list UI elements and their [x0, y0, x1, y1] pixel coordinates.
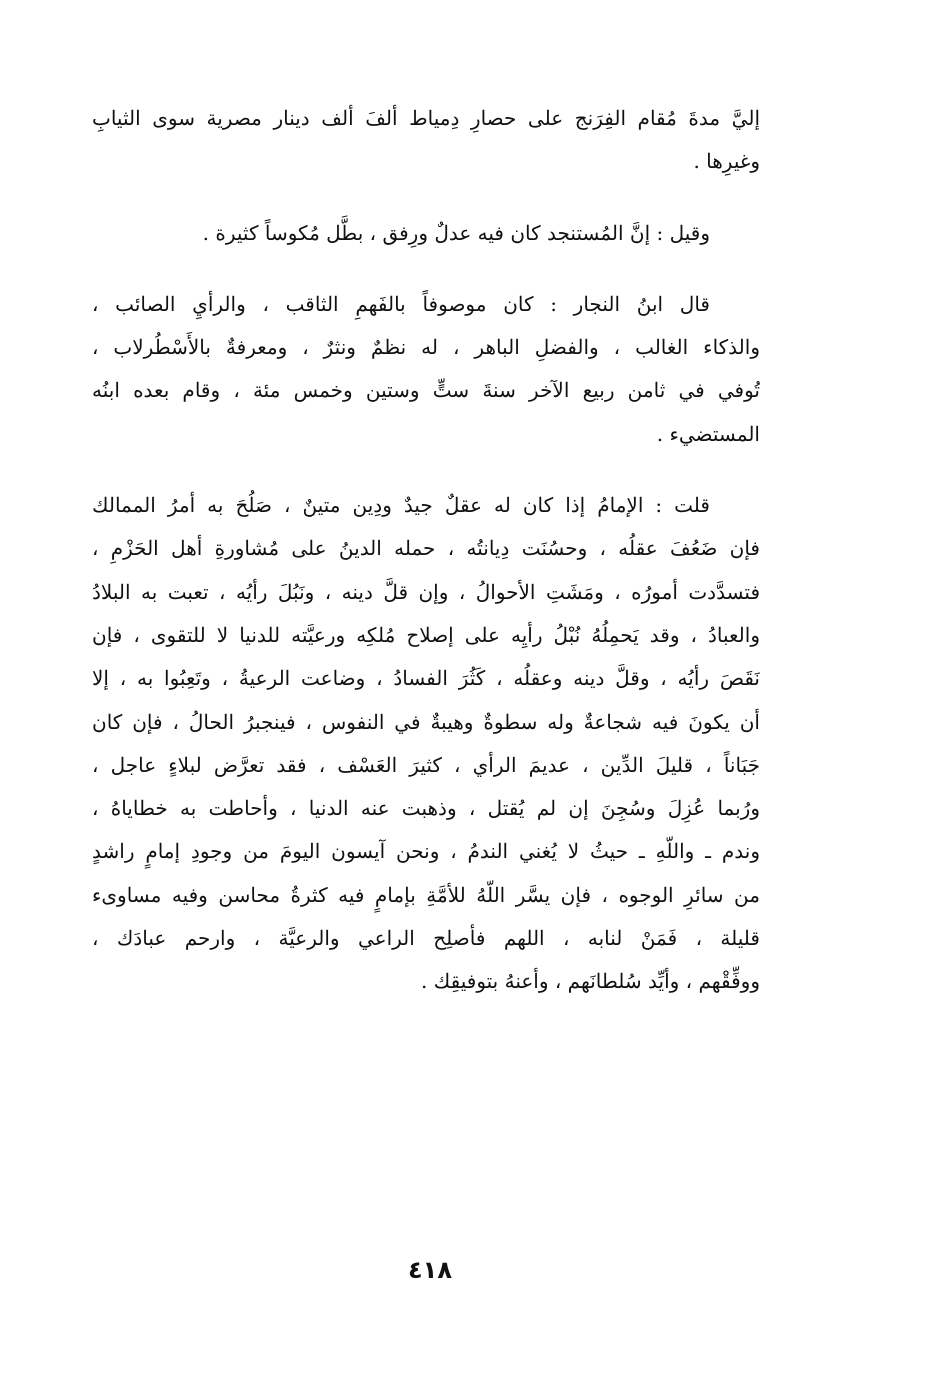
paragraph-4 — [92, 484, 760, 1004]
page-number: ٤١٨ — [408, 1256, 452, 1284]
text-line: فتسدَّدت أمورُه ، ومَشَتِ الأحوالُ ، وإن قلَّ دينه ، ونَبُلَ رأيُه ، تعبت به البلادُ — [92, 579, 760, 604]
text-line: والذكاء الغالب ، والفضلِ الباهر ، له نظمٌ ونثرٌ ، ومعرفةٌ بالأَسْطُرلاب ، — [92, 335, 760, 360]
paragraph-3 — [92, 283, 760, 456]
text-line: تُوفي في ثامن ربيع الآخر سنةَ ستٍّ وستين وخمس مئة ، وقام بعده ابنُه — [92, 378, 760, 403]
text-line: والعبادُ ، وقد يَحمِلُهُ نُبْلُ رأيِه على إصلاح مُلكِه ورعيَّته للدنيا لا للتقوى ، فإن — [92, 622, 760, 647]
text-line: فإن ضَعُفَ عقلُه ، وحسُنَت دِيانتُه ، حمله الدينُ على مُشاورةِ أهل الحَزْمِ ، — [92, 536, 760, 561]
text-line: ووفِّقْهم ، وأيِّد سُلطانَهم ، وأعنهُ بتوفيقِك . — [421, 969, 760, 994]
text-line: قليلة ، فَمَنْ لنابه ، اللهم فأصلِح الراعي والرعيَّة ، وارحم عبادَك ، — [92, 926, 760, 951]
text-line: وغيرِها . — [693, 149, 760, 174]
text-line: قال ابنُ النجار : كان موصوفاً بالفَهمِ الثاقب ، والرأيِ الصائب ، — [92, 291, 710, 316]
text-line: نَقَصَ رأيُه ، وقلَّ دينه وعقلُه ، كَثُرَ الفسادُ ، وضاعت الرعيةُ ، وتَعِبُوا به ، إلا — [92, 666, 760, 691]
text-line: وقيل : إنَّ المُستنجد كان فيه عدلٌ ورِفق ، بطَّل مُكوساً كثيرة . — [202, 220, 710, 245]
page-body — [92, 97, 760, 1004]
text-line: أن يكونَ فيه شجاعةٌ وله سطوةٌ وهيبةٌ في النفوس ، فينجبرُ الحالُ ، فإن كان — [92, 709, 760, 734]
paragraph-2 — [92, 212, 760, 255]
text-line: إليَّ مدةَ مُقام الفِرَنج على حصارِ دِمياط ألفَ ألف دينار مصرية سوى الثيابِ — [92, 106, 760, 130]
text-line: المستضيء . — [656, 421, 760, 446]
text-line: ورُبما عُزِلَ وسُجِنَ إن لم يُقتل ، وذهبت عنه الدنيا ، وأحاطت به خطاياهُ ، — [92, 796, 760, 821]
text-line: من سائرِ الوجوه ، فإن يسَّر اللّهُ للأمَّةِ بإمامٍ فيه كثرةُ محاسن وفيه مساوىء — [92, 882, 760, 907]
text-line: وندم ـ واللّهِ ـ حيثُ لا يُغني الندمُ ، ونحن آيسون اليومَ من وجودِ إمامٍ راشدٍ — [92, 839, 760, 864]
paragraph-1 — [92, 97, 760, 184]
text-line: جَبَاناً ، قليلَ الدِّين ، عديمَ الرأي ، كثيرَ العَسْف ، فقد تعرَّض لبلاءٍ عاجل ، — [92, 752, 760, 777]
text-line: قلت : الإمامُ إذا كان له عقلٌ جيدٌ ودِين متينٌ ، صَلُحَ به أمرُ الممالك — [92, 493, 710, 518]
